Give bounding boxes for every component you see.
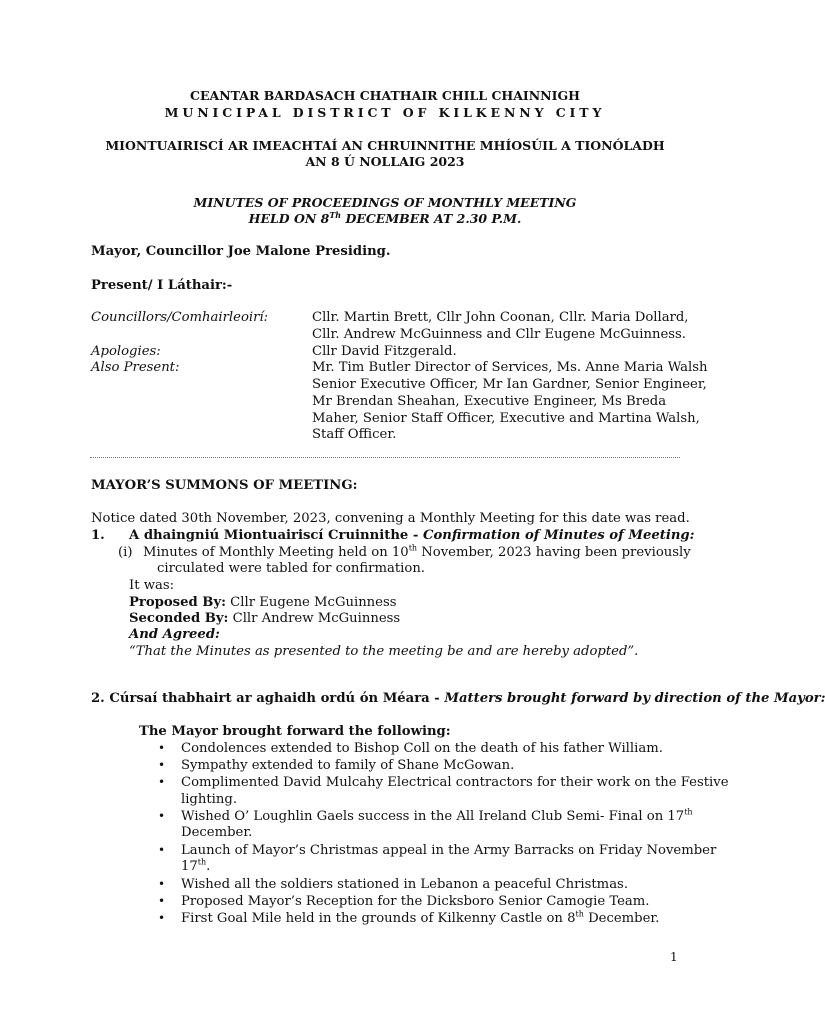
item-2-title: 2. Cúrsaí thabhairt ar aghaidh ordú ón Méara - Matters brought forward by direction of the Mayor: <box>91 691 825 706</box>
also-present-line-3: Mr Brendan Sheahan, Executive Engineer, Ms Breda <box>312 394 667 409</box>
proposed-line: Proposed By: Cllr Eugene McGuinness <box>129 595 397 610</box>
item-1-sub-marker: (i) <box>118 545 133 560</box>
page-number: 1 <box>670 950 678 964</box>
summons-notice: Notice dated 30th November, 2023, convening a Monthly Meeting for this date was read. <box>91 511 690 526</box>
irish-title-line-2: AN 8 Ú NOLLAIG 2023 <box>305 154 465 169</box>
bullet-icon: • <box>158 877 166 891</box>
bullet-item-3-line-1: Complimented David Mulcahy Electrical contractors for their work on the Festive <box>181 775 729 790</box>
item-1-sub-line-2: circulated were tabled for confirmation. <box>157 561 425 576</box>
bullet-item-6: Wished all the soldiers stationed in Lebanon a peaceful Christmas. <box>181 877 629 892</box>
resolution-line: “That the Minutes as presented to the meeting be and are hereby adopted”. <box>129 644 639 659</box>
also-present-line-4: Maher, Senior Staff Officer, Executive and Martina Walsh, <box>312 411 700 426</box>
bullet-item-7: Proposed Mayor’s Reception for the Dicksboro Senior Camogie Team. <box>181 894 650 909</box>
councillors-line-2: Cllr. Andrew McGuinness and Cllr Eugene McGuinness. <box>312 327 686 342</box>
bullet-item-5-line-1: Launch of Mayor’s Christmas appeal in the Army Barracks on Friday November <box>181 843 717 858</box>
section-divider <box>90 457 680 458</box>
also-present-line-5: Staff Officer. <box>312 427 397 442</box>
presiding-line: Mayor, Councillor Joe Malone Presiding. <box>91 244 391 259</box>
bullet-item-4-line-1: Wished O’ Loughlin Gaels success in the All Ireland Club Semi- Final on 17th <box>181 807 693 824</box>
bullet-item-2: Sympathy extended to family of Shane McGowan. <box>181 758 515 773</box>
item-1-title: A dhaingniú Miontuairiscí Cruinnithe - Confirmation of Minutes of Meeting: <box>129 528 695 543</box>
bullet-icon: • <box>158 809 166 823</box>
english-title-line-2: HELD ON 8Th DECEMBER AT 2.30 P.M. <box>248 209 522 226</box>
councillors-line-1: Cllr. Martin Brett, Cllr John Coonan, Cllr. Maria Dollard, <box>312 310 689 325</box>
bullet-item-3-line-2: lighting. <box>181 792 238 807</box>
agreed-line: And Agreed: <box>129 627 220 642</box>
header-line-1: CEANTAR BARDASACH CHATHAIR CHILL CHAINNIGH <box>190 88 580 103</box>
bullet-icon: • <box>158 911 166 925</box>
bullet-icon: • <box>158 843 166 857</box>
irish-title-line-1: MIONTUAIRISCÍ AR IMEACHTAÍ AN CHRUINNITHE MHÍOSÚIL A TIONÓLADH <box>105 138 665 153</box>
also-present-line-2: Senior Executive Officer, Mr Ian Gardner, Senior Engineer, <box>312 377 707 392</box>
bullet-item-1: Condolences extended to Bishop Coll on the death of his father William. <box>181 741 663 756</box>
bullet-icon: • <box>158 775 166 789</box>
item-1-number: 1. <box>91 528 105 543</box>
summons-heading: MAYOR’S SUMMONS OF MEETING: <box>91 478 358 493</box>
english-title-line-1: MINUTES OF PROCEEDINGS OF MONTHLY MEETING <box>193 195 577 210</box>
bullet-icon: • <box>158 894 166 908</box>
present-heading: Present/ I Láthair:- <box>91 278 233 293</box>
bullet-item-5-line-2: 17th. <box>181 857 211 874</box>
bullet-item-8: First Goal Mile held in the grounds of Kilkenny Castle on 8th December. <box>181 909 660 926</box>
it-was-line: It was: <box>129 578 175 593</box>
also-present-label: Also Present: <box>91 360 180 375</box>
bullet-icon: • <box>158 741 166 755</box>
apologies-label: Apologies: <box>91 344 161 359</box>
apologies-value: Cllr David Fitzgerald. <box>312 344 457 359</box>
councillors-label: Councillors/Comhairleoirí: <box>91 310 269 325</box>
also-present-line-1: Mr. Tim Butler Director of Services, Ms. Anne Maria Walsh <box>312 360 708 375</box>
seconded-line: Seconded By: Cllr Andrew McGuinness <box>129 611 401 626</box>
bullet-icon: • <box>158 758 166 772</box>
item-1-sub-line-1: Minutes of Monthly Meeting held on 10th November, 2023 having been previously <box>143 543 691 560</box>
header-line-2: MUNICIPAL DISTRICT OF KILKENNY CITY <box>164 105 606 120</box>
bullet-item-4-line-2: December. <box>181 825 253 840</box>
item-2-intro: The Mayor brought forward the following: <box>139 724 451 739</box>
